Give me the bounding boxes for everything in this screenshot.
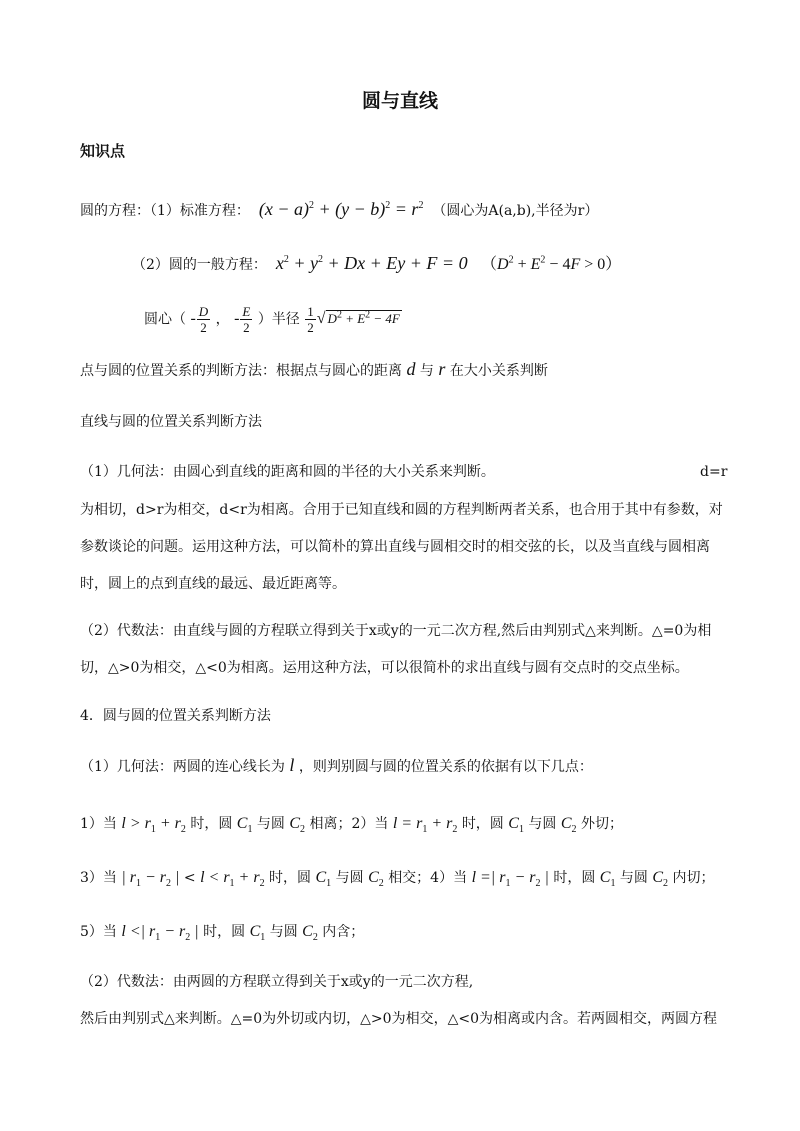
relation-separate: 相离；2）当 <box>309 816 389 832</box>
radius-formula: $\frac{1}{2}$ √ $D^2 + E^2 - 4F$ <box>307 304 400 336</box>
standard-equation-note: （圆心为A(a,b),半径为r） <box>432 203 599 219</box>
radius-label: ）半径 <box>257 311 300 328</box>
line-circle-geometric-line-3: 参数谈论的问题。运用这种方法，可以简朴的算出直线与圆相交时的相交弦的长，以及当直线与圆相离 <box>80 539 710 555</box>
relation-external-tangent: 外切； <box>580 816 623 832</box>
geometric-intro-tail: ，则判别圆与圆的位置关系的依据有以下几点： <box>298 759 593 775</box>
radius-symbol: r <box>438 359 446 379</box>
circle-c2-symbol: $C_2$ <box>560 815 577 836</box>
center-y-formula: - $\frac{E}{2}$ <box>234 304 251 336</box>
when-circle-2: 时，圆 <box>461 816 504 832</box>
circle-circle-algebraic-line-1: （2）代数法：由两圆的方程联立得到关于x或y的一元二次方程, <box>80 974 474 990</box>
standard-equation-line <box>80 196 598 221</box>
circle-c1-symbol: $C_1$ <box>315 869 332 890</box>
case-5-label: 5）当 <box>80 924 117 940</box>
case-2-condition: $l = r_1 + r_2$ <box>392 815 458 836</box>
standard-equation-formula: $(x - a)^2 + (y - b)^2 = r^2$ <box>254 199 424 219</box>
relation-internal-tangent: 内切； <box>672 870 715 886</box>
center-label: 圆心（ <box>144 311 186 328</box>
relation-contain: 内含； <box>322 924 365 940</box>
standard-equation-label: 圆的方程：（1）标准方程： <box>80 203 250 219</box>
with-circle-3: 与圆 <box>335 870 364 886</box>
page-title: 圆与直线 <box>361 90 438 112</box>
case-1-condition: $l > r_1 + r_2$ <box>121 815 186 836</box>
with-circle-4: 与圆 <box>619 870 648 886</box>
case-3-condition-left: | $r_1 - r_2$ | <box>121 869 180 890</box>
circle-c2-symbol: $C_2$ <box>302 923 318 944</box>
general-equation-line <box>132 250 621 275</box>
line-circle-heading: 直线与圆的位置关系判断方法 <box>80 414 262 430</box>
center-separator: ， <box>215 311 230 328</box>
with-circle-2: 与圆 <box>528 816 557 832</box>
when-circle-5: 时，圆 <box>203 924 246 940</box>
point-circle-tail: 在大小关系判断 <box>449 363 548 379</box>
relation-intersect: 相交；4）当 <box>388 870 468 886</box>
case-5-line <box>80 922 364 948</box>
case-3-4-line <box>80 868 714 894</box>
section-heading: 知识点 <box>80 142 126 160</box>
circle-c2-symbol: $C_2$ <box>652 869 669 890</box>
case-5-condition: l <| $r_1 - r_2$ | <box>121 923 199 944</box>
line-circle-geometric-line-1: （1）几何法：由圆心到直线的距离和圆的半径的大小关系来判断。 <box>80 464 495 480</box>
when-circle-3: 时，圆 <box>269 870 312 886</box>
center-distance-symbol: l <box>289 755 295 775</box>
point-circle-with: 与 <box>419 363 434 379</box>
line-circle-algebraic-line-2: 切，△>0为相交，△<0为相离。运用这种方法，可以很简朴的求出直线与圆有交点时的交点坐标。 <box>80 660 689 676</box>
circle-c1-symbol: $C_1$ <box>249 923 266 944</box>
case-1-label: 1）当 <box>80 816 117 832</box>
geometric-intro-text: （1）几何法：两圆的连心线长为 <box>80 759 285 775</box>
circle-c2-symbol: $C_2$ <box>368 869 384 890</box>
point-circle-text: 点与圆的位置关系的判断方法：根据点与圆心的距离 <box>80 363 402 379</box>
case-1-2-line <box>80 814 623 840</box>
point-circle-line <box>80 359 548 381</box>
when-circle-1: 时，圆 <box>190 816 233 832</box>
circle-c1-symbol: $C_1$ <box>236 815 253 836</box>
case-3-condition-right: $l < r_1 + r_2$ <box>200 869 265 890</box>
general-equation-formula: $x^2 + y^2 + Dx + Ey + F = 0$ <box>271 253 477 273</box>
center-x-formula: - $\frac{D}{2}$ <box>190 304 209 336</box>
line-circle-geometric-line-4: 时，圆上的点到直线的最远、最近距离等。 <box>80 576 346 592</box>
case-3-label: 3）当 <box>80 870 117 886</box>
circle-c1-symbol: $C_1$ <box>599 869 616 890</box>
general-equation-label: （2）圆的一般方程： <box>132 257 267 273</box>
when-circle-4: 时，圆 <box>553 870 596 886</box>
line-circle-geometric-line-2: 为相切，d>r为相交，d<r为相离。合用于已知直线和圆的方程判断两者关系，也合用于其中有参数，对 <box>80 502 723 518</box>
with-circle-1: 与圆 <box>256 816 285 832</box>
line-circle-geometric-tail: d=r <box>700 464 728 480</box>
circle-circle-heading: 4．圆与圆的位置关系判断方法 <box>80 708 271 724</box>
with-circle-5: 与圆 <box>269 924 298 940</box>
case-4-condition: l =| $r_1 - r_2$ | <box>471 869 549 890</box>
circle-circle-algebraic-line-2: 然后由判别式△来判断。△=0为外切或内切，△>0为相交，△<0为相离或内含。若两圆相交，两圆方程 <box>80 1011 717 1027</box>
circle-c2-symbol: $C_2$ <box>289 815 306 836</box>
line-circle-algebraic-line-1: （2）代数法：由直线与圆的方程联立得到关于x或y的一元二次方程,然后由判别式△来判断。△=0为相 <box>80 623 712 639</box>
circle-c1-symbol: $C_1$ <box>508 815 524 836</box>
center-radius-line <box>144 300 402 335</box>
general-equation-condition: $(D^2 + E^2 - 4F > 0)$ <box>481 254 622 273</box>
circle-circle-geometric-intro <box>80 755 593 777</box>
less-than: < <box>183 870 196 886</box>
distance-symbol: d <box>406 359 416 379</box>
